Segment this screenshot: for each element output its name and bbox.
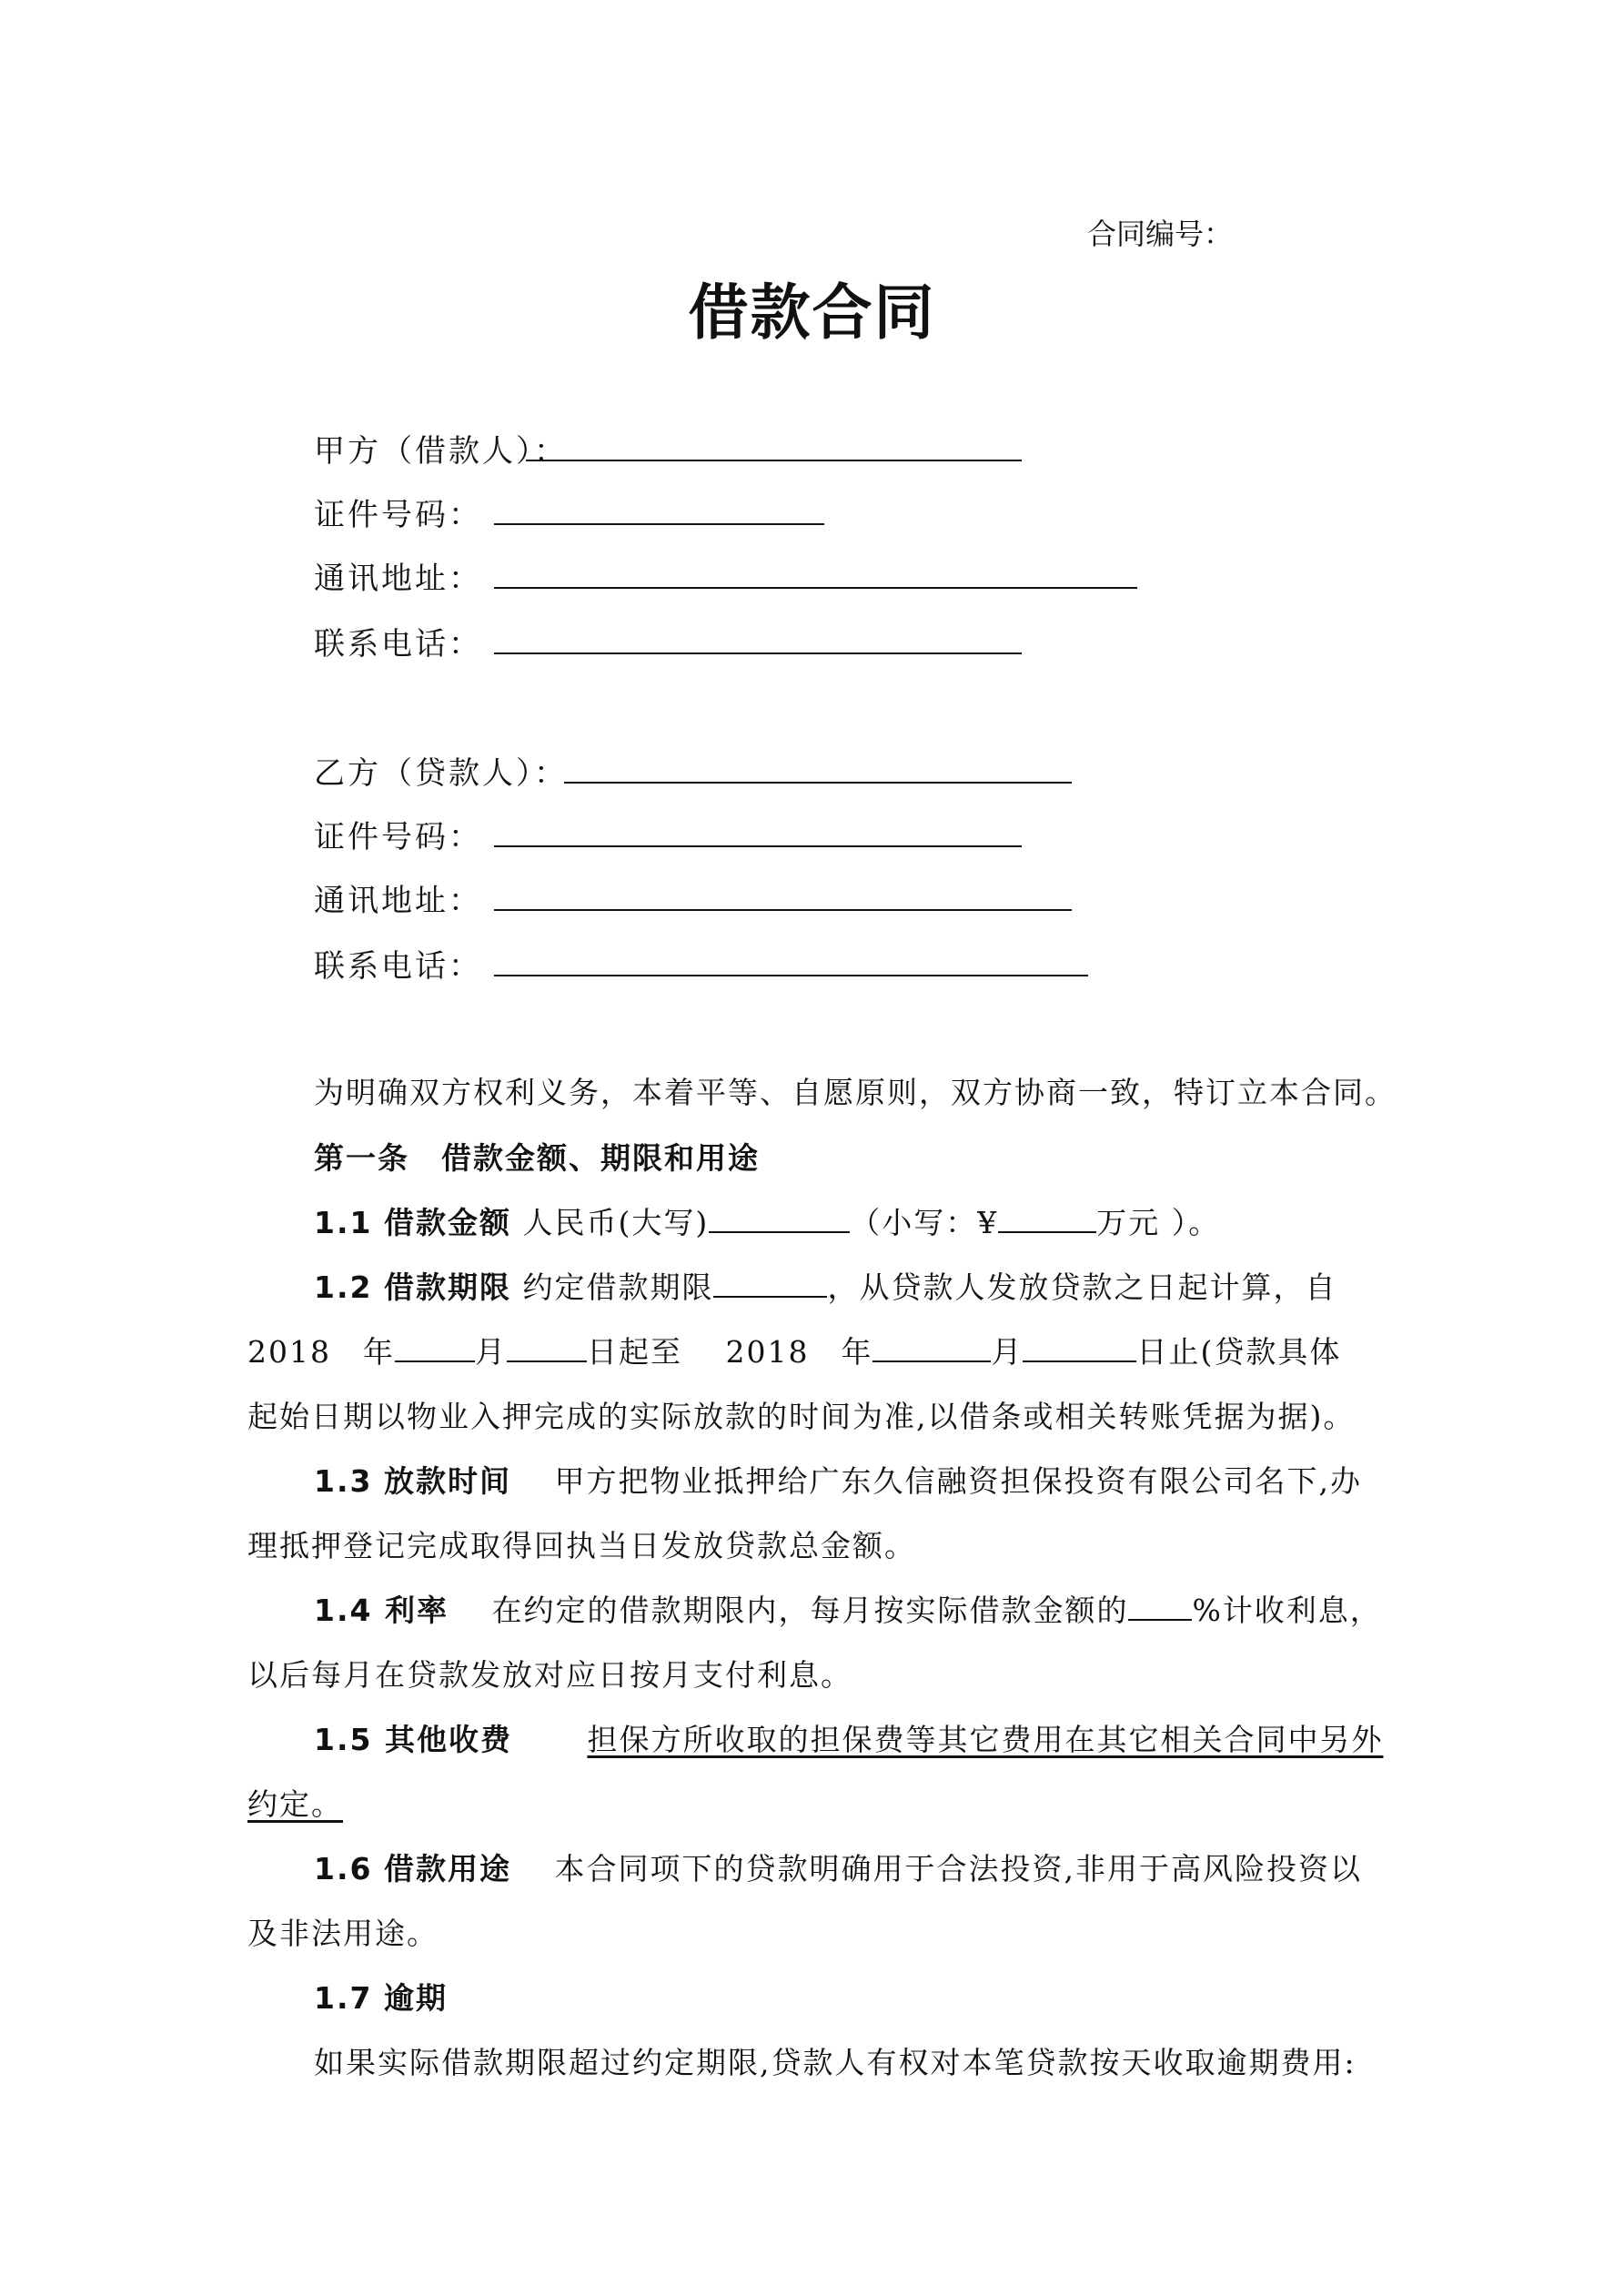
- clause-1-5-line-1: [314, 1716, 1383, 1759]
- end-day-field[interactable]: [1023, 1333, 1136, 1362]
- clause-1-3-title: 放款时间: [383, 1463, 511, 1499]
- clause-1-6-text: 本合同项下的贷款明确用于合法投资,非用于高风险投资以: [554, 1851, 1362, 1886]
- loan-term-field[interactable]: [713, 1269, 827, 1298]
- party-b-phone-field[interactable]: [494, 975, 1088, 976]
- clause-1-2-line-2: [247, 1329, 1341, 1371]
- end-year: 2018 年: [725, 1334, 873, 1370]
- start-month-field[interactable]: [395, 1333, 475, 1362]
- clause-1-3-number: 1.3: [314, 1463, 373, 1499]
- party-a-id-label: 证件号码：: [314, 497, 482, 533]
- clause-1-7-text: 如果实际借款期限超过约定期限,贷款人有权对本笔贷款按天收取逾期费用:: [314, 2045, 1357, 2080]
- party-a-label: 甲方（借款人）：: [314, 433, 568, 470]
- clause-1-4-text-a: 在约定的借款期限内，每月按实际借款金额的: [491, 1593, 1129, 1628]
- party-b-phone-label: 联系电话：: [314, 948, 482, 985]
- clause-1-1-number: 1.1: [314, 1205, 373, 1240]
- party-b-label: 乙方（贷款人）：: [314, 755, 568, 792]
- clause-1-5-text: 担保方所收取的担保费等其它费用在其它相关合同中另外: [587, 1722, 1384, 1757]
- clause-1-6-line-2: 及非法用途。: [247, 1916, 439, 1951]
- interest-rate-field[interactable]: [1128, 1592, 1192, 1621]
- clause-1-7-heading: [314, 1975, 448, 2018]
- start-day-label: 日起至: [586, 1334, 682, 1370]
- amount-figures-field[interactable]: [998, 1204, 1096, 1233]
- amount-words-field[interactable]: [709, 1204, 850, 1233]
- start-month-label: 月: [474, 1334, 507, 1370]
- clause-1-2-title: 借款期限: [383, 1269, 511, 1305]
- party-a-phone-label: 联系电话：: [314, 626, 482, 663]
- start-day-field[interactable]: [507, 1333, 587, 1362]
- party-a-name-field[interactable]: [526, 460, 1022, 461]
- clause-1-6-number: 1.6: [314, 1851, 373, 1886]
- clause-1-3-text: 甲方把物业抵押给广东久信融资担保投资有限公司名下,办: [554, 1463, 1362, 1499]
- party-b-id-label: 证件号码：: [314, 819, 482, 855]
- clause-1-2-line-3: 起始日期以物业入押完成的实际放款的时间为准,以借条或相关转账凭据为据)。: [247, 1399, 1356, 1434]
- clause-1-6-line-1: [314, 1846, 1362, 1888]
- clause-1-5-title: 1.5 其他收费: [314, 1722, 512, 1757]
- party-a-id-field[interactable]: [494, 523, 824, 525]
- clause-1-6-title: 借款用途: [383, 1851, 511, 1886]
- clause-1-7-number: 1.7: [314, 1980, 373, 2016]
- clause-1-4-text-b: %计收利息，: [1192, 1593, 1382, 1628]
- party-a-address-field[interactable]: [494, 587, 1137, 589]
- party-b-address-field[interactable]: [494, 909, 1072, 911]
- start-year: 2018 年: [247, 1334, 395, 1370]
- clause-1-1: [314, 1199, 1220, 1242]
- clause-1-2-text-a: 约定借款期限: [522, 1269, 714, 1305]
- end-month-label: 月: [991, 1334, 1024, 1370]
- party-a-phone-field[interactable]: [494, 652, 1022, 654]
- clause-1-1-text-b: （小写：¥: [850, 1205, 999, 1240]
- clause-1-1-title: 借款金额: [383, 1205, 511, 1240]
- clause-1-1-text-a: 人民币(大写): [522, 1205, 710, 1240]
- page-title: 借款合同: [688, 278, 936, 348]
- clause-1-2-number: 1.2: [314, 1269, 373, 1305]
- party-b-name-field[interactable]: [564, 782, 1072, 784]
- end-day-label: 日止(贷款具体: [1136, 1334, 1342, 1370]
- party-b-id-field[interactable]: [494, 845, 1022, 847]
- clause-1-7-title: 逾期: [383, 1980, 448, 2016]
- party-a-address-label: 通讯地址：: [314, 561, 482, 597]
- clause-1-2-text-b: ，从贷款人发放贷款之日起计算，自: [827, 1269, 1337, 1305]
- clause-1-3-line-2: 理抵押登记完成取得回执当日发放贷款总金额。: [247, 1528, 916, 1563]
- clause-1-5-line-2: 约定。: [247, 1786, 343, 1822]
- clause-1-4-line-1: [314, 1587, 1382, 1630]
- article-1-heading: 第一条 借款金额、期限和用途: [314, 1140, 760, 1176]
- intro-paragraph: 为明确双方权利义务，本着平等、自愿原则，双方协商一致，特订立本合同。: [314, 1075, 1397, 1110]
- end-month-field[interactable]: [873, 1333, 991, 1362]
- clause-1-2-line-1: [314, 1264, 1337, 1307]
- clause-1-4-line-2: 以后每月在贷款发放对应日按月支付利息。: [247, 1657, 852, 1693]
- contract-number-label: 合同编号：: [1087, 217, 1234, 251]
- clause-1-1-text-c: 万元 ）。: [1096, 1205, 1221, 1240]
- clause-1-4-title: 1.4 利率: [314, 1593, 449, 1628]
- party-b-address-label: 通讯地址：: [314, 883, 482, 919]
- clause-1-3-line-1: [314, 1458, 1362, 1501]
